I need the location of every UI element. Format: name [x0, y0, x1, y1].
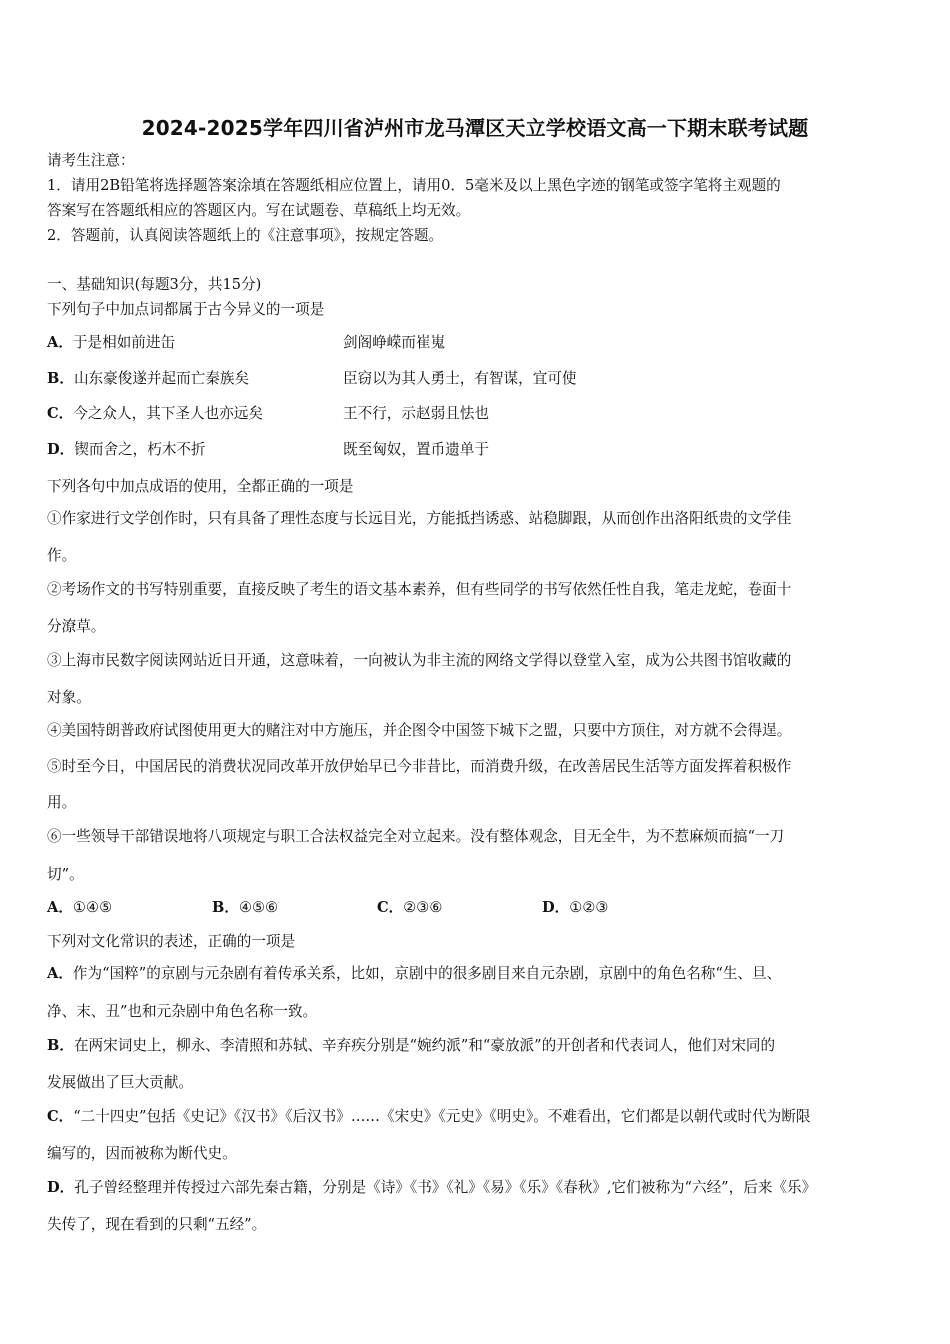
option-left-text: 于是相如前进缶	[72, 334, 176, 351]
option-row	[47, 333, 175, 353]
sentence-line: 作。	[47, 547, 77, 564]
notice-heading: 请考生注意：	[47, 152, 135, 169]
option-continuation: 失传了，现在看到的只剩“五经”。	[47, 1216, 267, 1233]
sentence-line: 用。	[47, 794, 77, 811]
option-text: ④⑤⑥	[238, 899, 279, 916]
option-line	[47, 1036, 775, 1056]
option-text: ①②③	[569, 899, 609, 916]
option-label: B．	[47, 1037, 74, 1054]
option-label: A．	[47, 965, 73, 982]
option-label: C．	[377, 899, 404, 916]
option-label: D．	[47, 441, 75, 458]
sentence-line: ④美国特朗普政府试图使用更大的赌注对中方施压，并企图令中国签下城下之盟，只要中方顶住，对方就不会得逞。	[47, 722, 792, 739]
question-stem: 下列各句中加点成语的使用，全都正确的一项是	[47, 478, 354, 495]
option-label: C．	[47, 405, 74, 422]
option-label: C．	[47, 1108, 74, 1125]
option-label: A．	[47, 899, 73, 916]
option-label: D．	[47, 1179, 75, 1196]
option-left-text: 锲而舍之，朽木不折	[74, 441, 206, 458]
sentence-line: ⑥一些领导干部错误地将八项规定与职工合法权益完全对立起来。没有整体观念，目无全牛，为不惹麻烦而搞“一刀	[47, 828, 785, 845]
option-continuation: 净、末、丑”也和元杂剧中角色名称一致。	[47, 1003, 318, 1020]
page-title: 2024-2025学年四川省泸州市龙马潭区天立学校语文高一下期末联考试题	[141, 116, 809, 140]
option-row	[47, 404, 263, 424]
option-text: ①④⑤	[72, 899, 113, 916]
option-row	[47, 369, 249, 389]
option-text: ②③⑥	[403, 899, 443, 916]
question-stem: 下列句子中加点词都属于古今异义的一项是	[47, 301, 325, 318]
option-right-text: 臣窃以为其人勇士，有智谋，宜可使	[343, 370, 577, 387]
sentence-line: 对象。	[47, 689, 91, 706]
option-row	[47, 440, 206, 460]
option-text: 在两宋词史上，柳永、李清照和苏轼、辛弃疾分别是“婉约派”和“豪放派”的开创者和代表词人，他们对宋同的	[73, 1037, 776, 1054]
option-label: D．	[542, 899, 570, 916]
notice-line: 2．答题前，认真阅读答题纸上的《注意事项》，按规定答题。	[47, 227, 444, 244]
option-label: B．	[47, 370, 74, 387]
option-text: 作为“国粹”的京剧与元杂剧有着传承关系，比如，京剧中的很多剧目来自元杂剧，京剧中的角色名称“生、旦、	[72, 965, 782, 982]
option-line	[47, 1107, 811, 1127]
option-continuation: 发展做出了巨大贡献。	[47, 1074, 193, 1091]
option-continuation: 编写的，因而被称为断代史。	[47, 1145, 237, 1162]
sentence-line: 切”。	[47, 866, 84, 883]
option-right-text: 剑阁峥嵘而崔嵬	[343, 334, 446, 351]
option-label: A．	[47, 334, 73, 351]
answer-option-b	[212, 898, 278, 918]
answer-option-d	[542, 898, 609, 918]
option-line	[47, 1178, 816, 1198]
option-right-text: 王不行，示赵弱且怯也	[343, 405, 489, 422]
answer-option-a	[47, 898, 112, 918]
question-stem: 下列对文化常识的表述，正确的一项是	[47, 933, 296, 950]
option-left-text: 山东豪俊遂并起而亡秦族矣	[73, 370, 250, 387]
option-right-text: 既至匈奴，置币遗单于	[343, 441, 489, 458]
section-heading: 一、基础知识(每题3分，共15分)	[47, 276, 262, 293]
sentence-line: 分潦草。	[47, 618, 106, 635]
option-text: “二十四史”包括《史记》《汉书》《后汉书》……《宋史》《元史》《明史》。不难看出，它们都是以朝代或时代为断限	[73, 1108, 811, 1125]
sentence-line: ②考场作文的书写特别重要，直接反映了考生的语文基本素养，但有些同学的书写依然任性自我，笔走龙蛇，卷面十	[47, 581, 792, 598]
option-label: B．	[212, 899, 239, 916]
notice-line: 答案写在答题纸相应的答题区内。写在试题卷、草稿纸上均无效。	[47, 202, 471, 219]
answer-option-c	[377, 898, 442, 918]
option-left-text: 今之众人，其下圣人也亦远矣	[73, 405, 263, 422]
sentence-line: ③上海市民数字阅读网站近日开通，这意味着，一向被认为非主流的网络文学得以登堂入室，成为公共图书馆收藏的	[47, 652, 792, 669]
notice-line: 1．请用2B铅笔将选择题答案涂填在答题纸相应位置上，请用0．5毫米及以上黑色字迹的钢笔或签字笔将主观题的	[47, 177, 781, 194]
option-text: 孔子曾经整理并传授过六部先秦古籍，分别是《诗》《书》《礼》《易》《乐》《春秋》,它们被称为“六经”，后来《乐》	[74, 1179, 817, 1196]
sentence-line: ⑤时至今日，中国居民的消费状况同改革开放伊始早已今非昔比，而消费升级，在改善居民生活等方面发挥着积极作	[47, 758, 792, 775]
sentence-line: ①作家进行文学创作时，只有具备了理性态度与长远目光，方能抵挡诱惑、站稳脚跟，从而创作出洛阳纸贵的文学佳	[47, 510, 792, 527]
option-line	[47, 964, 781, 984]
